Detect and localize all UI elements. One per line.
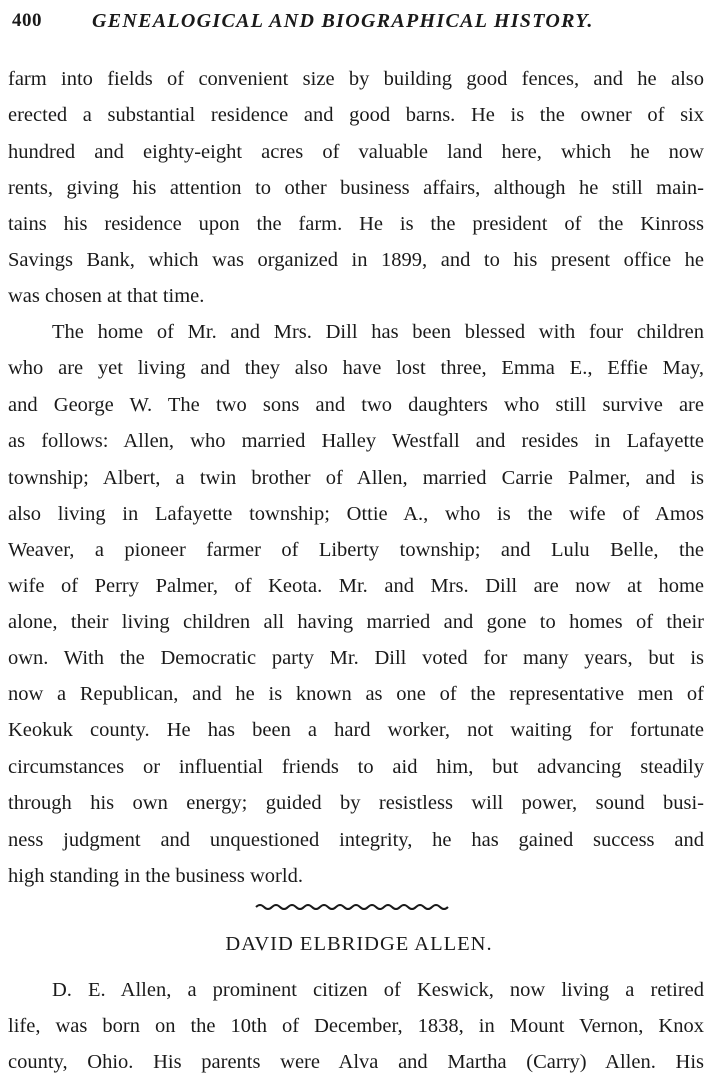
- text-line: Savings Bank, which was organized in 1899, and to his present office he: [8, 249, 704, 271]
- text-line: erected a substantial residence and good barns. He is the owner of six: [8, 104, 704, 126]
- text-line: D. E. Allen, a prominent citizen of Keswick, now living a retired: [52, 979, 704, 1001]
- page-header: [12, 10, 706, 40]
- text-line: Weaver, a pioneer farmer of Liberty township; and Lulu Belle, the: [8, 539, 704, 561]
- page-number: 400: [12, 10, 42, 31]
- text-line: farm into fields of convenient size by building good fences, and he also: [8, 68, 704, 90]
- text-line: as follows: Allen, who married Halley Westfall and resides in Lafayette: [8, 430, 704, 452]
- text-line: county, Ohio. His parents were Alva and Martha (Carry) Allen. His: [8, 1051, 704, 1073]
- text-line: through his own energy; guided by resistless will power, sound busi-: [8, 792, 704, 814]
- text-line: hundred and eighty-eight acres of valuable land here, which he now: [8, 141, 704, 163]
- wavy-divider: [254, 902, 454, 912]
- section-title: DAVID ELBRIDGE ALLEN.: [225, 933, 493, 955]
- text-line: also living in Lafayette township; Ottie A., who is the wife of Amos: [8, 503, 704, 525]
- text-line: wife of Perry Palmer, of Keota. Mr. and Mrs. Dill are now at home: [8, 575, 704, 597]
- text-line: high standing in the business world.: [8, 865, 303, 887]
- running-title: GENEALOGICAL AND BIOGRAPHICAL HISTORY.: [92, 10, 594, 32]
- text-line: township; Albert, a twin brother of Allen, married Carrie Palmer, and is: [8, 467, 704, 489]
- text-line: Keokuk county. He has been a hard worker, not waiting for fortunate: [8, 719, 704, 741]
- text-line: and George W. The two sons and two daughters who still survive are: [8, 394, 704, 416]
- text-line: The home of Mr. and Mrs. Dill has been blessed with four children: [52, 321, 704, 343]
- text-line: who are yet living and they also have lost three, Emma E., Effie May,: [8, 357, 704, 379]
- text-line: ness judgment and unquestioned integrity, he has gained success and: [8, 829, 704, 851]
- text-line: was chosen at that time.: [8, 285, 205, 307]
- text-line: circumstances or influential friends to aid him, but advancing steadily: [8, 756, 704, 778]
- text-line: life, was born on the 10th of December, 1838, in Mount Vernon, Knox: [8, 1015, 704, 1037]
- text-line: rents, giving his attention to other business affairs, although he still main-: [8, 177, 704, 199]
- text-line: tains his residence upon the farm. He is the president of the Kinross: [8, 213, 704, 235]
- text-line: alone, their living children all having married and gone to homes of their: [8, 611, 704, 633]
- text-line: now a Republican, and he is known as one of the representative men of: [8, 683, 704, 705]
- text-line: own. With the Democratic party Mr. Dill voted for many years, but is: [8, 647, 704, 669]
